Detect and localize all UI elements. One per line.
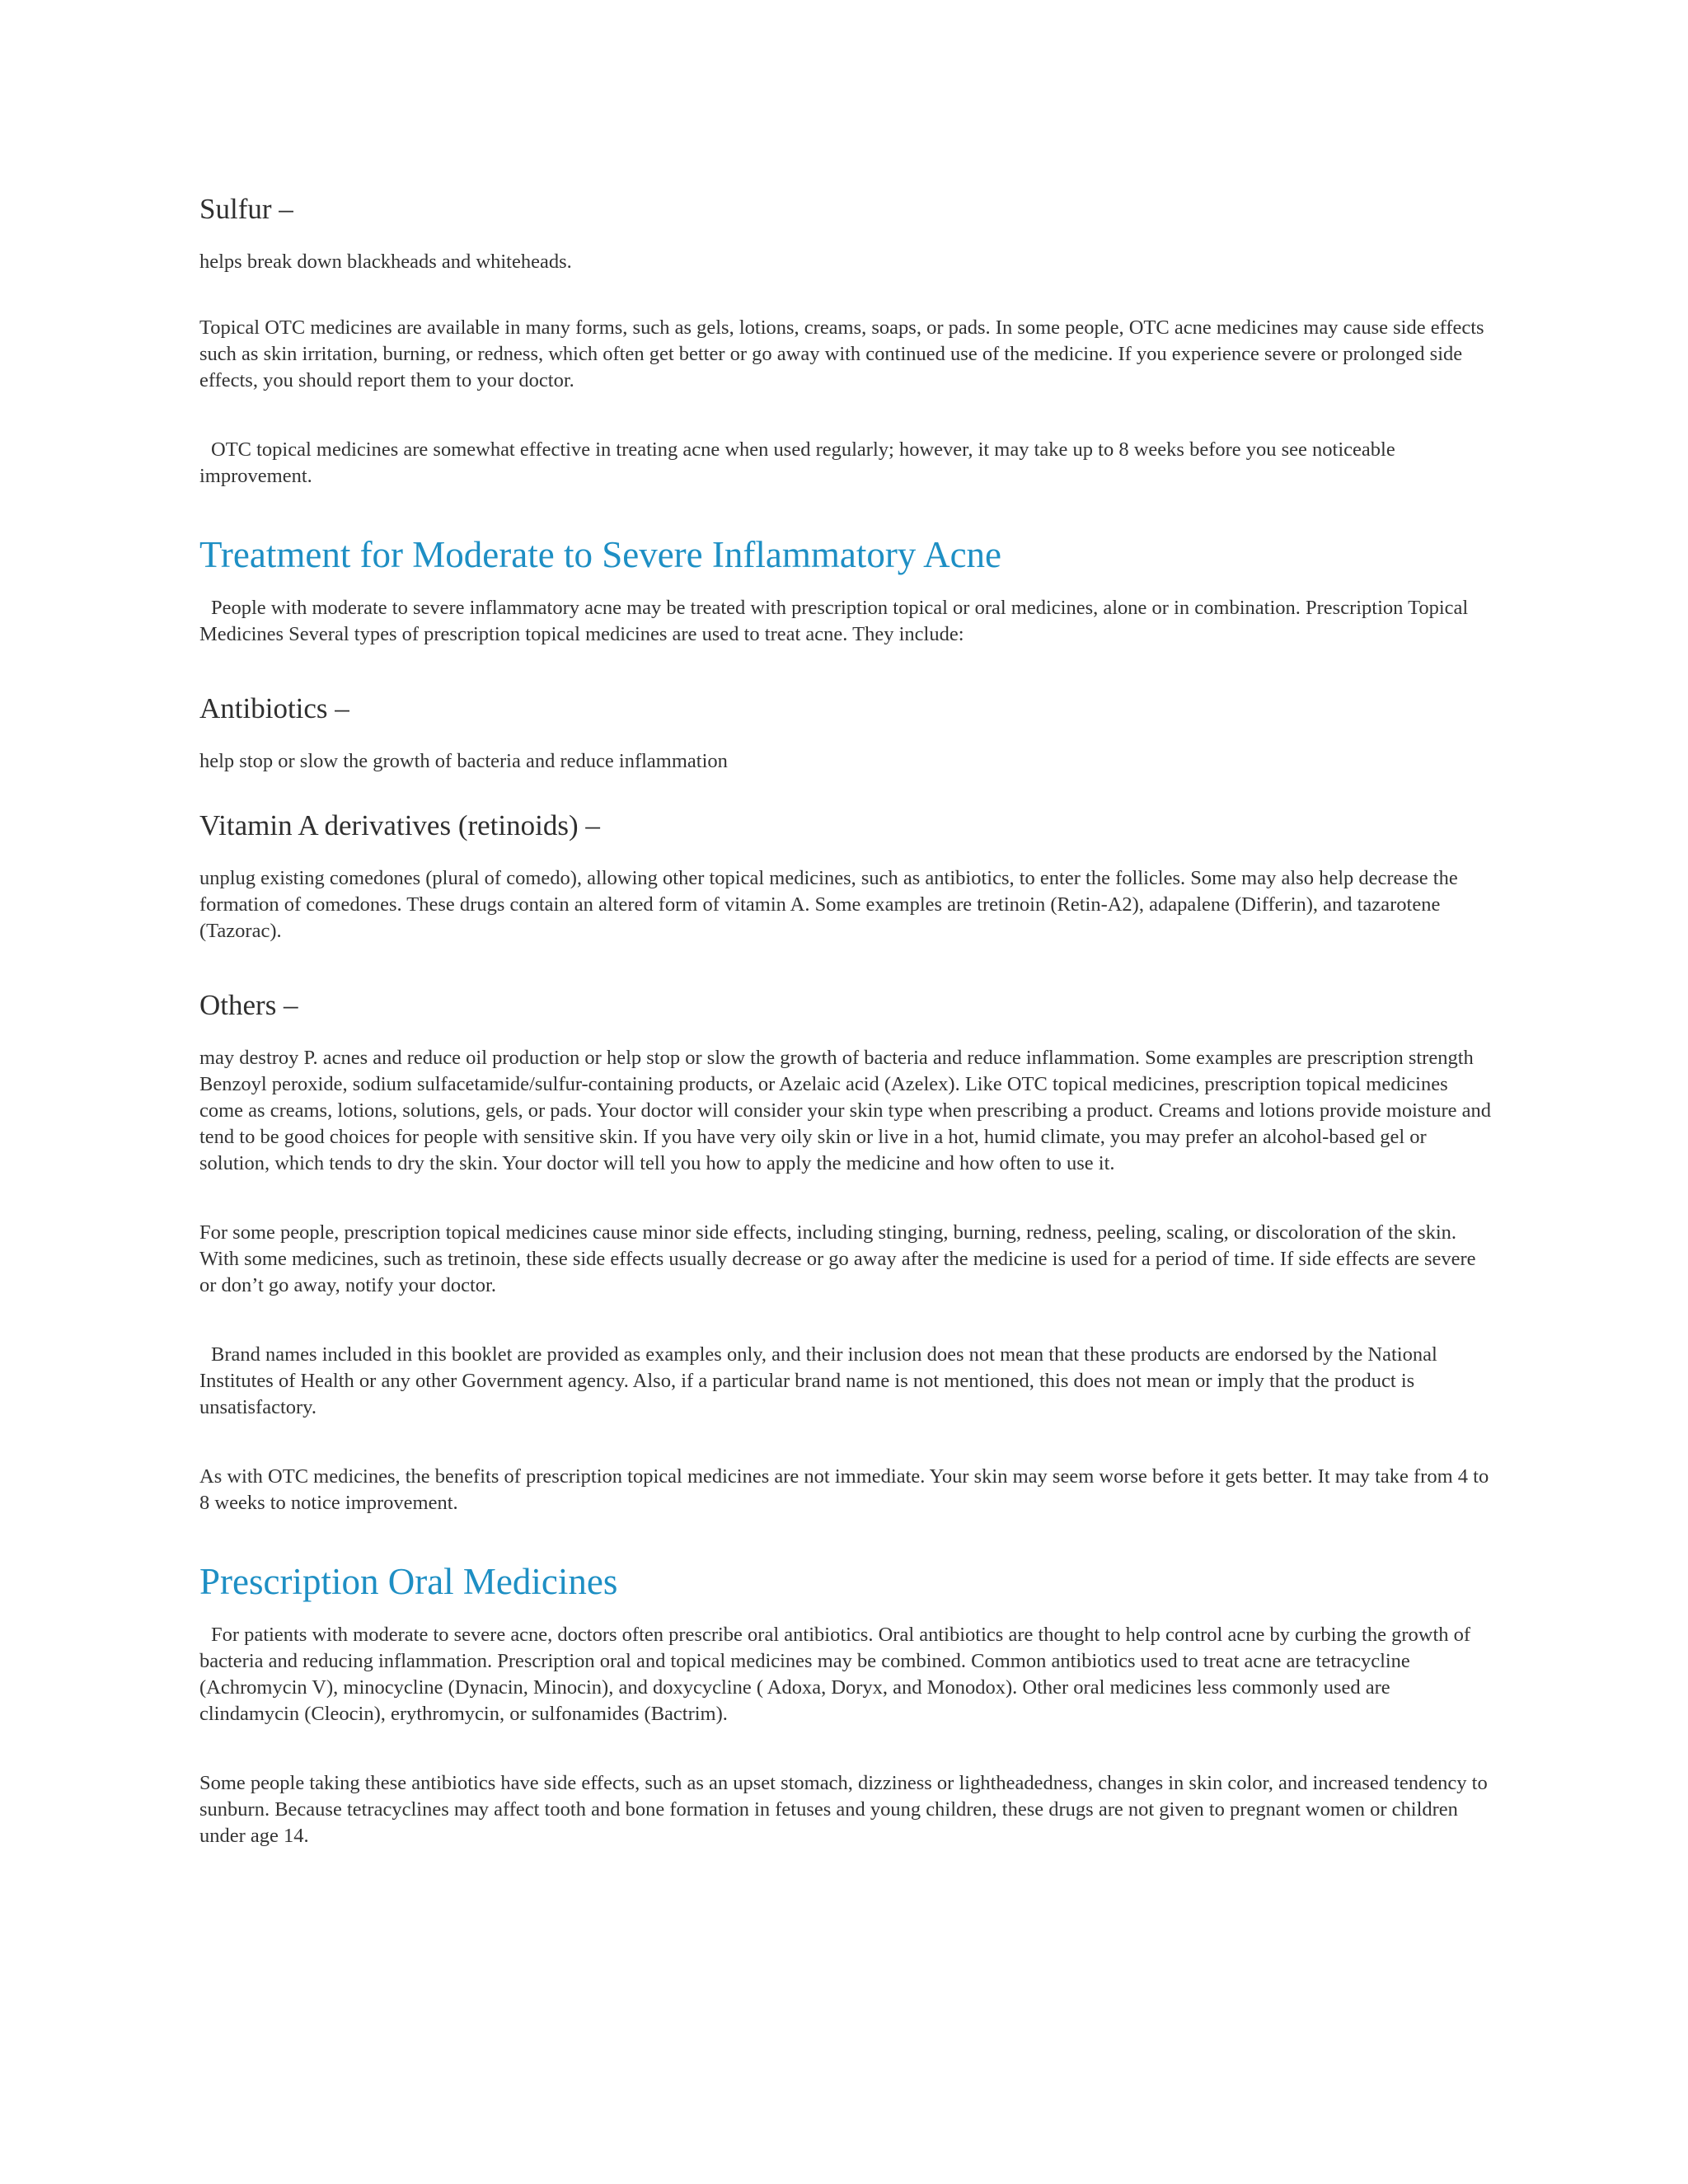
otc-forms-paragraph: Topical OTC medicines are available in many forms, such as gels, lotions, creams, soaps, or pads. In some people, OTC acne medicines may cause side effects such as skin irritation, burning, or redness, which often get better or go away with continued use of the medicine. If you experience severe or prolonged side effects, you should report them to your doctor.	[199, 316, 1484, 391]
oral-medicines-paragraph: For patients with moderate to severe acne, doctors often prescribe oral antibiotics. Oral antibiotics are thought to help control acne by curbing the growth of bacteria and reducing inflammation. Prescription oral and topical medicines may be combined. Common antibiotics used to treat acne are tetracycline (Achromycin V), minocycline (Dynacin, Minocin), and doxycycline ( Adoxa, Doryx, and Monodox). Other oral medicines less commonly used are clindamycin (Cleocin), erythromycin, or sulfonamides (Bactrim).	[199, 1624, 1471, 1725]
document-body	[199, 191, 1493, 1887]
others-text: may destroy P. acnes and reduce oil production or help stop or slow the growth of bacteria and reduce inflammation. Some examples are prescription strength Benzoyl peroxide, sodium sulfacetamide/sulfur-containing products, or Azelaic acid (Azelex). Like OTC topical medicines, prescription topical medicines come as creams, lotions, solutions, gels, or pads. Your doctor will consider your skin type when prescribing a product. Creams and lotions provide moisture and tend to be good choices for people with sensitive skin. If you have very oily skin or live in a hot, humid climate, you may prefer an alcohol-based gel or solution, which tends to dry the skin. Your doctor will tell you how to apply the medicine and how often to use it.	[199, 1047, 1492, 1174]
vitamin-a-heading: Vitamin A derivatives (retinoids) –	[199, 809, 600, 841]
others-heading: Others –	[199, 989, 298, 1021]
otc-effective-paragraph: OTC topical medicines are somewhat effective in treating acne when used regularly; however, it may take up to 8 weeks before you see noticeable improvement.	[199, 438, 1395, 487]
benefits-paragraph: As with OTC medicines, the benefits of prescription topical medicines are not immediate. Your skin may seem worse before it gets better. It may take from 4 to 8 weeks to notice improvement.	[199, 1465, 1489, 1514]
oral-side-effects-paragraph: Some people taking these antibiotics have side effects, such as an upset stomach, dizziness or lightheadedness, changes in skin color, and increased tendency to sunburn. Because tetracyclines may affect tooth and bone formation in fetuses and young children, these drugs are not given to pregnant women or children under age 14.	[199, 1772, 1488, 1847]
sulfur-heading: Sulfur –	[199, 193, 293, 225]
side-effects-paragraph: For some people, prescription topical medicines cause minor side effects, including stinging, burning, redness, peeling, scaling, or discoloration of the skin. With some medicines, such as tretinoin, these side effects usually decrease or go away after the medicine is used for a period of time. If side effects are severe or don’t go away, notify your doctor.	[199, 1221, 1476, 1296]
brand-names-paragraph: Brand names included in this booklet are provided as examples only, and their inclusion does not mean that these products are endorsed by the National Institutes of Health or any other Government agency. Also, if a particular brand name is not mentioned, this does not mean or imply that the product is unsatisfactory.	[199, 1343, 1437, 1418]
oral-medicines-heading: Prescription Oral Medicines	[199, 1561, 618, 1602]
antibiotics-text: help stop or slow the growth of bacteria and reduce inflammation	[199, 750, 728, 772]
antibiotics-heading: Antibiotics –	[199, 692, 349, 724]
moderate-acne-heading: Treatment for Moderate to Severe Inflammatory Acne	[199, 534, 1002, 575]
sulfur-text: helps break down blackheads and whiteheads.	[199, 251, 572, 273]
moderate-acne-paragraph: People with moderate to severe inflammatory acne may be treated with prescription topical or oral medicines, alone or in combination. Prescription Topical Medicines Several types of prescription topical medicines are used to treat acne. They include:	[199, 597, 1469, 645]
vitamin-a-text: unplug existing comedones (plural of comedo), allowing other topical medicines, such as antibiotics, to enter the follicles. Some may also help decrease the formation of comedones. These drugs contain an altered form of vitamin A. Some examples are tretinoin (Retin-A2), adapalene (Differin), and tazarotene (Tazorac).	[199, 867, 1458, 942]
